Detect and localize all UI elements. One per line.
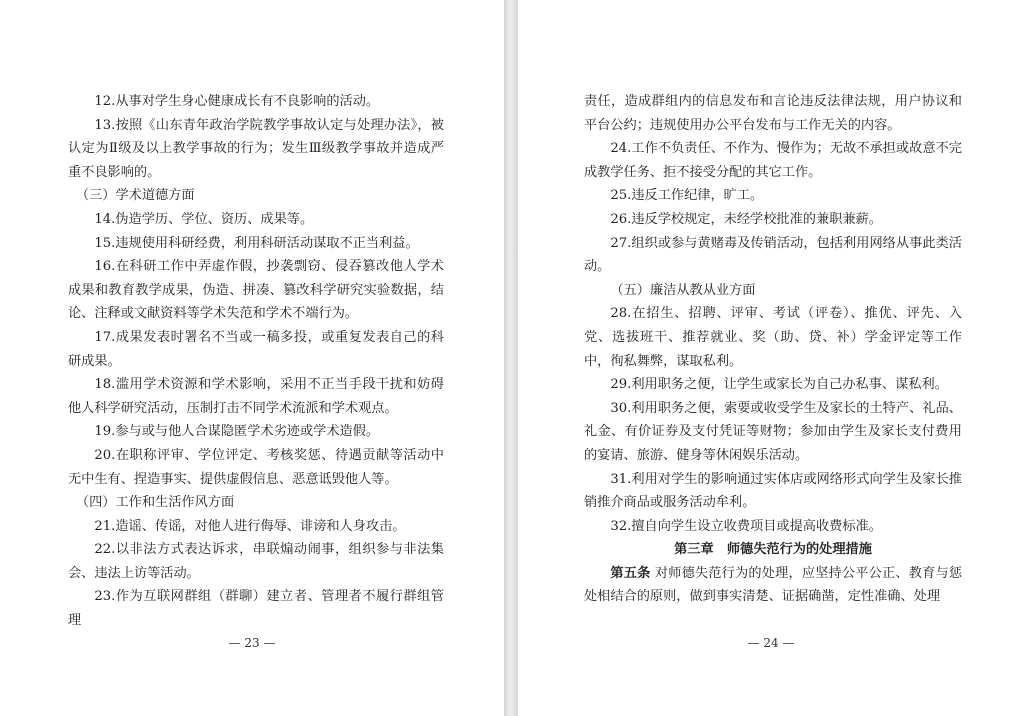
item-21: 21.造谣、传谣，对他人进行侮辱、诽谤和人身攻击。 [94,518,406,534]
chapter-heading: 第三章 师德失范行为的处理措施 [674,542,872,558]
item-23: 23.作为互联网群组（群聊）建立者、管理者不履行群组管理 [68,589,444,629]
right-page-body [584,90,962,609]
item-17: 17.成果发表时署名不当或一稿多投，或重复发表自己的科研成果。 [68,329,444,369]
item-22: 22.以非法方式表达诉求，串联煽动闹事，组织参与非法集会、违法上访等活动。 [68,542,444,581]
item-30: 30.利用职务之便，索要或收受学生及家长的土特产、礼品、礼金、有价证券及支付凭证等财物；参加由学生及家长支付费用的宴请、旅游、健身等休闲娱乐活动。 [584,400,962,463]
item-32: 32.擅自向学生设立收费项目或提高收费标准。 [610,518,882,534]
page-number: — 24 — [747,636,795,650]
item-19: 19.参与或与他人合谋隐匿学术劣迹或学术造假。 [94,424,380,440]
item-13: 13.按照《山东青年政治学院教学事故认定与处理办法》，被认定为Ⅱ级及以上教学事故的行为；发生Ⅲ级教学事故并造成严重不良影响的。 [68,117,444,180]
item-27: 27.组织或参与黄赌毒及传销活动，包括利用网络从事此类活动。 [584,235,962,275]
item-25: 25.违反工作纪律，旷工。 [610,188,764,204]
item-15: 15.违规使用科研经费，利用科研活动谋取不正当利益。 [94,235,419,251]
article-label: 第五条 [610,565,651,581]
right-page [518,0,1024,716]
section-heading-academic-ethics: （三）学术道德方面 [75,188,195,204]
item-29: 29.利用职务之便，让学生或家长为自己办私事、谋私利。 [610,377,948,393]
section-heading-integrity: （五）廉洁从教从业方面 [610,282,756,298]
item-31: 31.利用对学生的影响通过实体店或网络形式向学生及家长推销推介商品或服务活动牟利。 [584,471,962,511]
item-24: 24.工作不负责任、不作为、慢作为；无故不承担或故意不完成教学任务、拒不接受分配的其它工作。 [584,141,962,180]
section-heading-work-life-style: （四）工作和生活作风方面 [75,495,235,511]
item-16: 16.在科研工作中弄虚作假，抄袭剽窃、侵吞篡改他人学术成果和教育教学成果，伪造、拼凑、篡改科学研究实验数据，结论、注释或文献资料等学术失范和学术不端行为。 [68,259,444,322]
item-12: 12.从事对学生身心健康成长有不良影响的活动。 [94,94,380,109]
item-18: 18.滥用学术资源和学术影响，采用不正当手段干扰和妨碍他人科学研究活动，压制打击不同学术流派和学术观点。 [68,377,444,416]
article-5 [584,562,962,609]
page-gutter [504,0,518,716]
item-28: 28.在招生、招聘、评审、考试（评卷）、推优、评先、入党、选拔班干、推荐就业、奖（助、贷、补）学金评定等工作中，徇私舞弊，谋取私利。 [584,306,962,369]
left-page [0,0,504,716]
article-text: 对师德失范行为的处理，应坚持公平公正、教育与惩处相结合的原则，做到事实清楚、证据确凿，定性准确、处理 [584,565,963,605]
item-23-continued: 责任，造成群组内的信息发布和言论违反法律法规，用户协议和平台公约；违规使用办公平台发布与工作无关的内容。 [584,94,962,133]
item-20: 20.在职称评审、学位评定、考核奖惩、待遇贡献等活动中无中生有、捏造事实、提供虚假信息、恶意诋毁他人等。 [68,447,444,487]
page-number: — 23 — [228,636,276,650]
item-26: 26.违反学校规定，未经学校批准的兼职兼薪。 [610,211,882,227]
item-14: 14.伪造学历、学位、资历、成果等。 [94,211,314,227]
left-page-body [68,90,444,633]
